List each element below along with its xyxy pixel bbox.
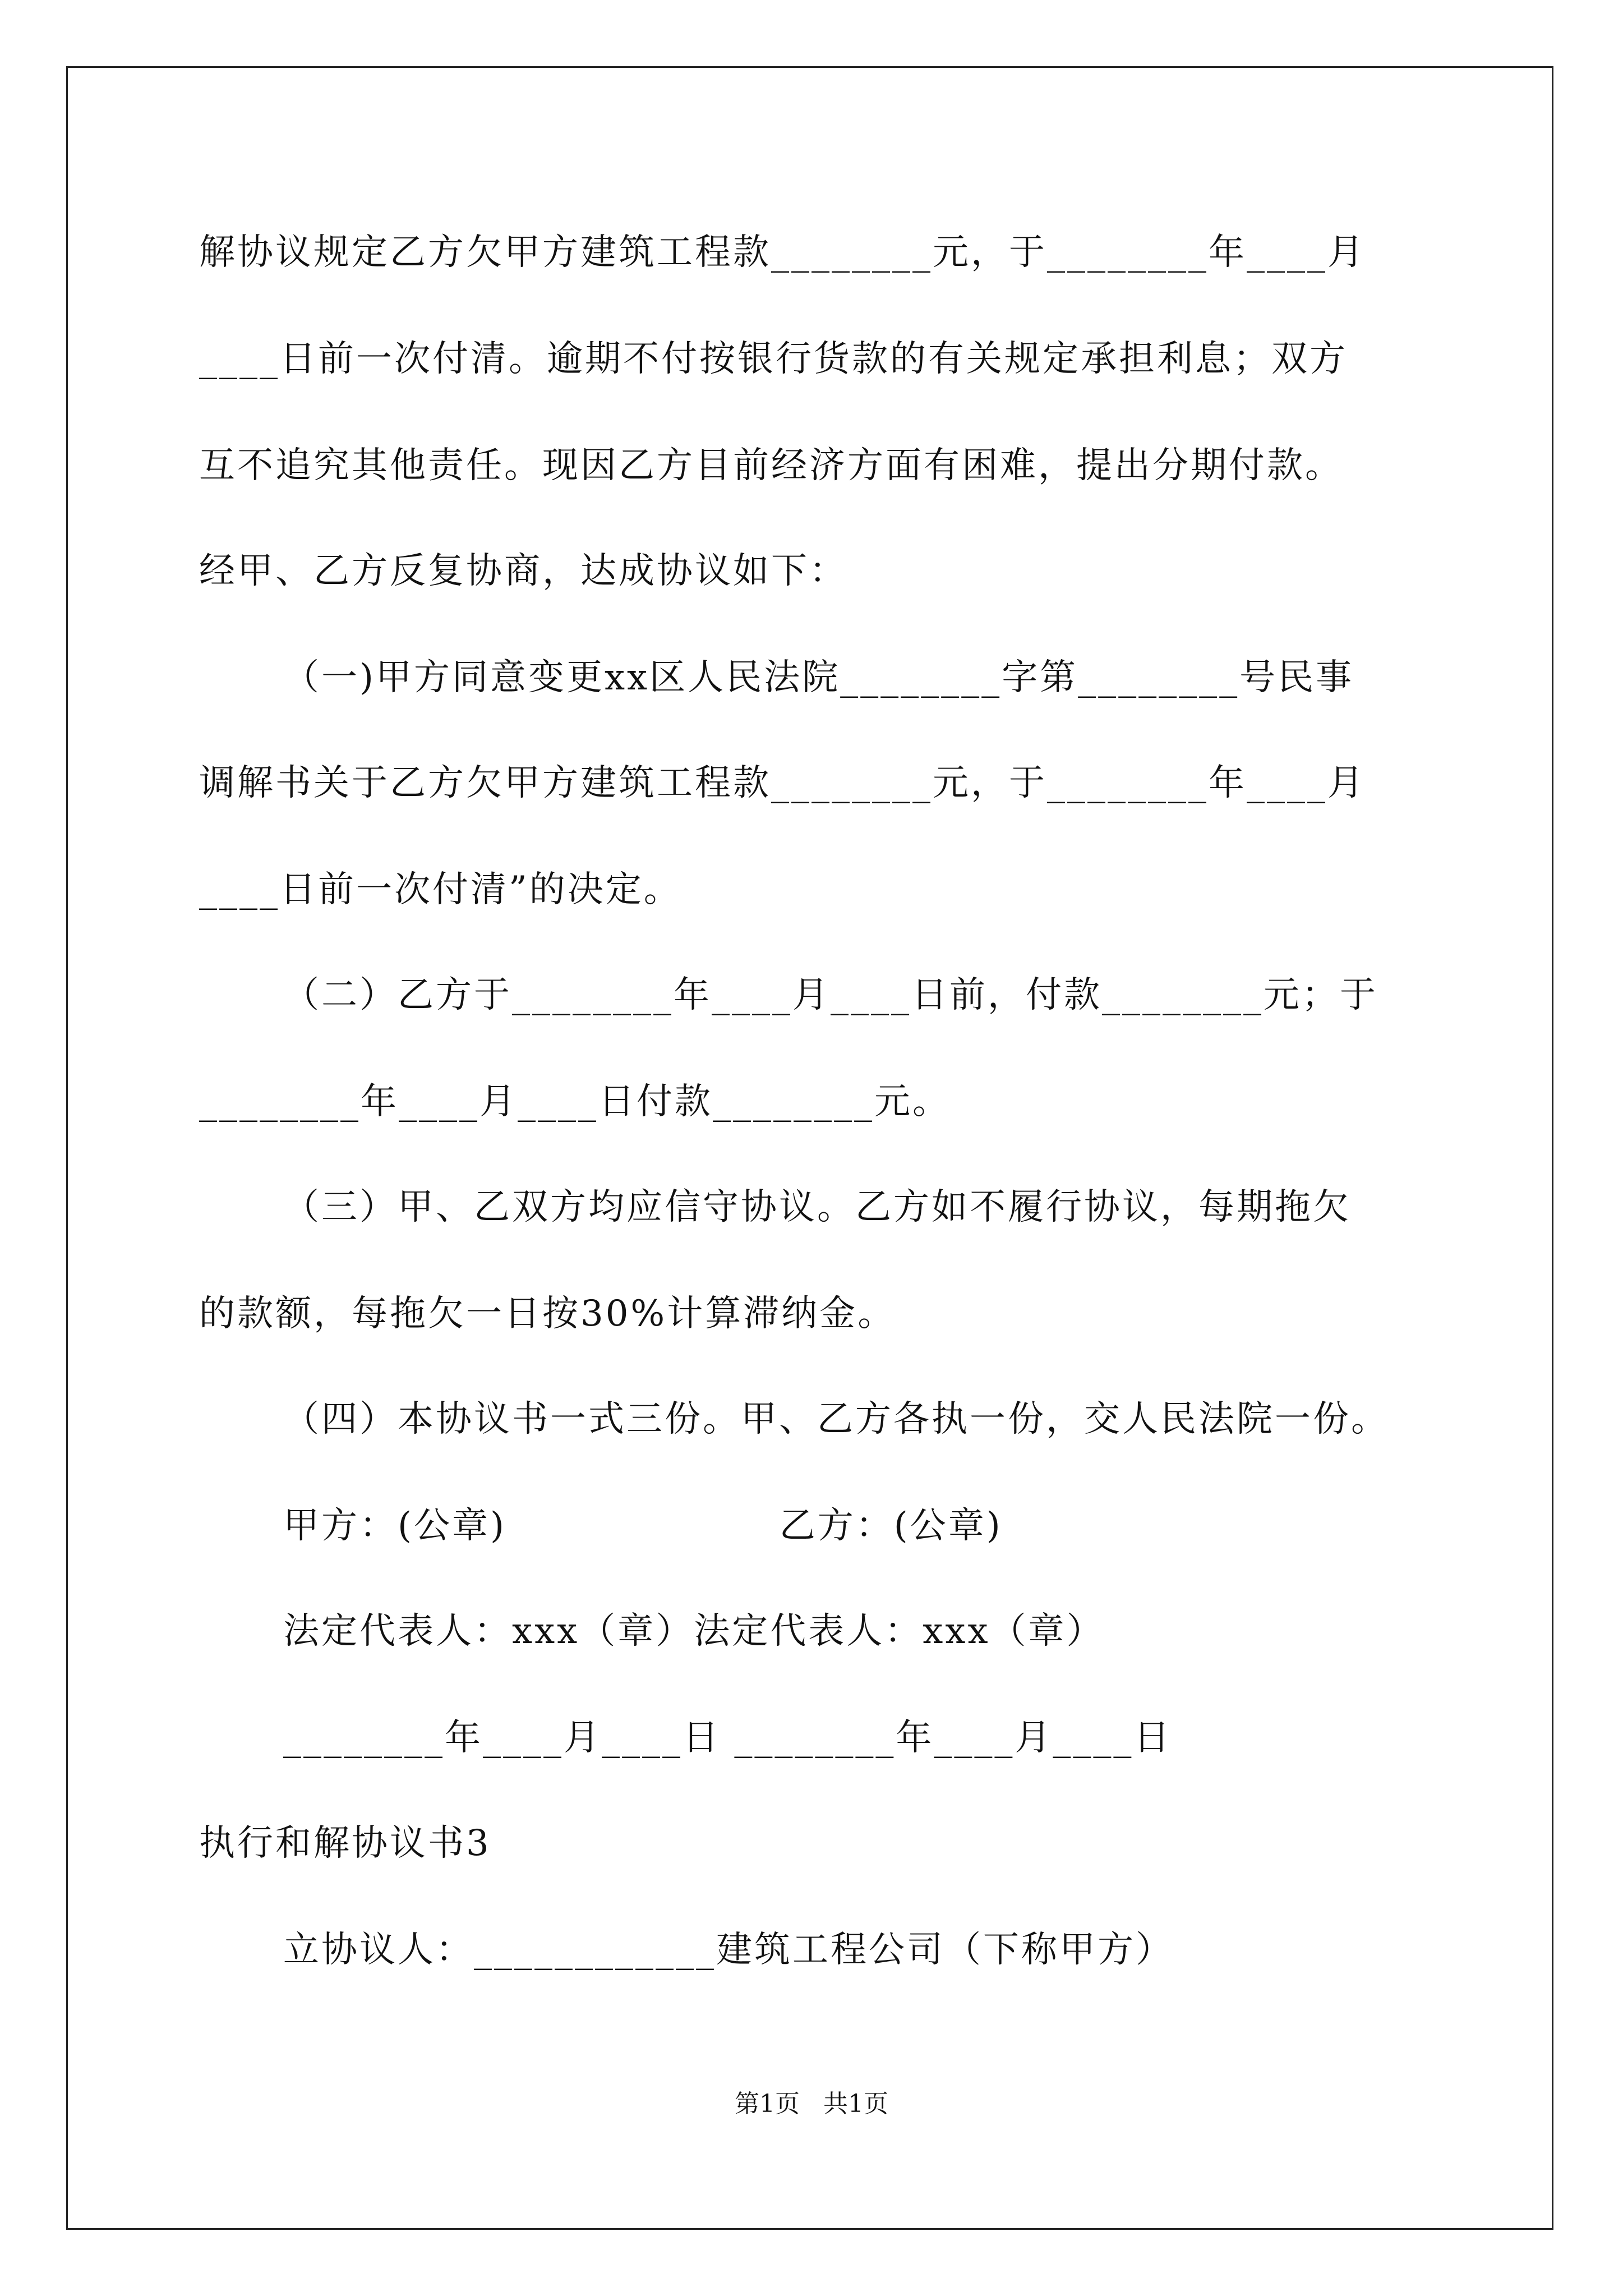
paragraph-line: 调解书关于乙方欠甲方建筑工程款________元，于________年____月 [199,762,1366,804]
clause-4: （四）本协议书一式三份。甲、乙方各执一份，交人民法院一份。 [283,1398,1389,1440]
paragraph-line: 经甲、乙方反复协商，达成协议如下： [199,550,847,592]
signature-dates: ________年____月____日 ________年____月____日 [283,1717,1172,1759]
signature-parties: 甲方：(公章) 乙方：(公章) [283,1505,1003,1547]
paragraph-line: ________年____月____日付款________元。 [199,1081,951,1122]
page-footer: 第1页 共1页 [735,2090,888,2118]
party-line: 立协议人：____________建筑工程公司（下称甲方） [283,1929,1174,1971]
paragraph-line: 解协议规定乙方欠甲方建筑工程款________元，于________年____月 [199,232,1366,273]
page-border [66,66,1553,2230]
paragraph-line: 互不追究其他责任。现因乙方目前经济方面有困难，提出分期付款。 [199,445,1343,486]
legal-representatives: 法定代表人：xxx（章）法定代表人：xxx（章） [283,1611,1105,1652]
clause-1: （一)甲方同意变更xx区人民法院________字第________号民事 [283,657,1354,698]
paragraph-line: 的款额，每拖欠一日按30%计算滞纳金。 [199,1293,896,1335]
clause-3: （三）甲、乙双方均应信守协议。乙方如不履行协议，每期拖欠 [283,1186,1351,1228]
document-title: 执行和解协议书3 [199,1823,491,1864]
paragraph-line: ____日前一次付清”的决定。 [199,869,682,910]
paragraph-line: ____日前一次付清。逾期不付按银行货款的有关规定承担利息；双方 [199,338,1348,380]
clause-2: （二）乙方于________年____月____日前，付款________元；于 [283,974,1378,1016]
